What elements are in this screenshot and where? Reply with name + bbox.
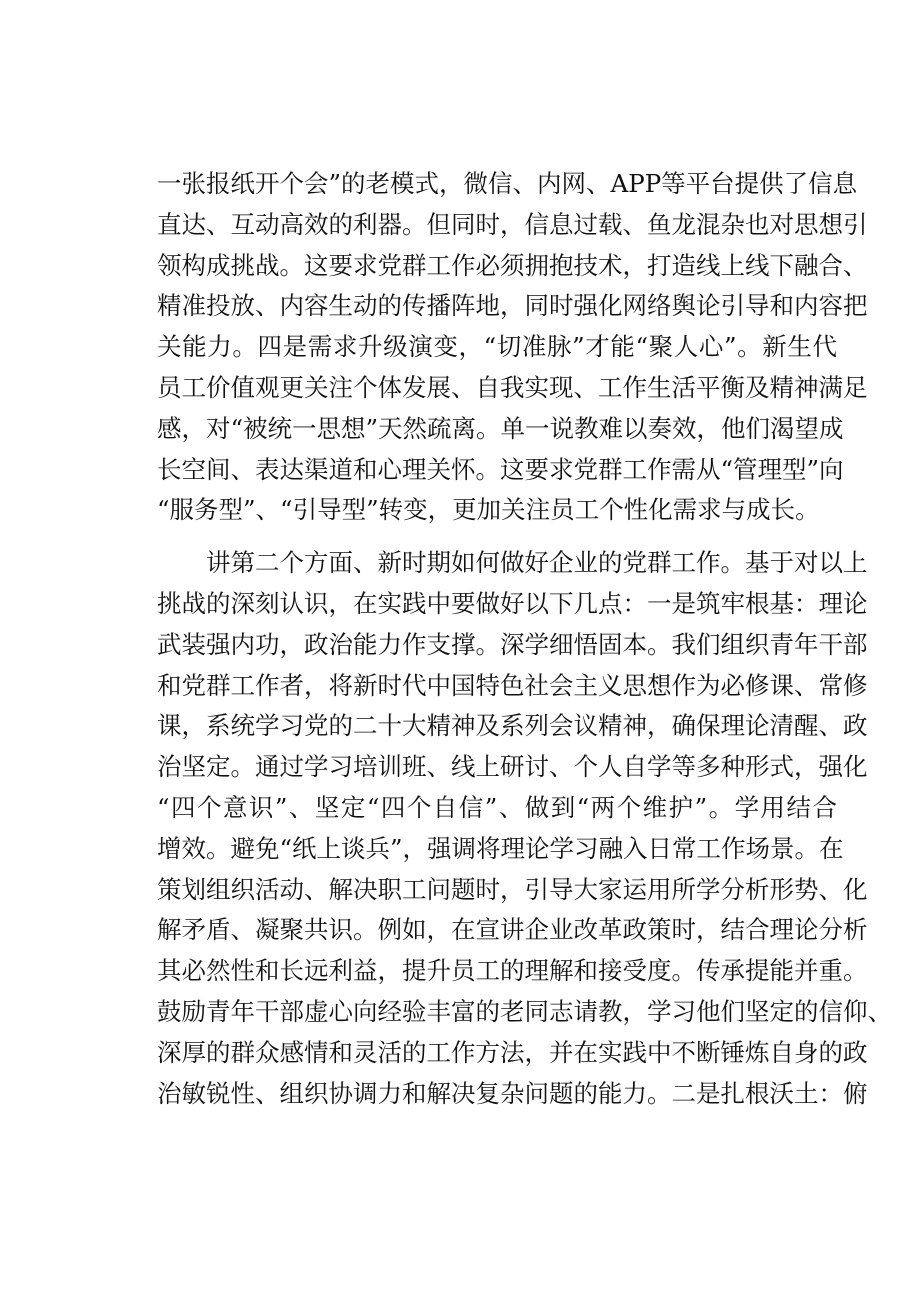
text-line: 武装强内功，政治能力作支撑。深学细悟固本。我们组织青年干部 [157,629,868,659]
text-line: 员工价值观更关注个体发展、自我实现、工作生活平衡及精神满足 [157,372,868,402]
text-line: 长空间、表达渠道和心理关怀。这要求党群工作需从“管理型”向 [157,454,844,484]
text-line: 课，系统学习党的二十大精神及系列会议精神，确保理论清醒、政 [157,711,868,741]
paragraph-1 [157,164,868,531]
text-line: 鼓励青年干部虚心向经验丰富的老同志请教，学习他们坚定的信仰、 [157,996,892,1026]
text-line: 和党群工作者，将新时代中国特色社会主义思想作为必修课、常修 [157,670,868,700]
text-line: 关能力。四是需求升级演变，“切准脉”才能“聚人心”。新生代 [157,332,837,362]
text-line: 精准投放、内容生动的传播阵地，同时强化网络舆论引导和内容把 [157,291,868,321]
text-line: 直达、互动高效的利器。但同时，信息过载、鱼龙混杂也对思想引 [157,209,868,239]
text-line: 解矛盾、凝聚共识。例如，在宣讲企业改革政策时，结合理论分析 [157,915,868,945]
text-line: 感，对“被统一思想”天然疏离。单一说教难以奏效，他们渴望成 [157,413,844,443]
text-line: 增效。避免“纸上谈兵”，强调将理论学习融入日常工作场景。在 [157,833,844,863]
text-line: 讲第二个方面、新时期如何做好企业的党群工作。基于对以上 [206,548,868,578]
text-line: 策划组织活动、解决职工问题时，引导大家运用所学分析形势、化 [157,874,868,904]
text-line: “四个意识”、坚定“四个自信”、做到“两个维护”。学用结合 [157,792,837,822]
text-line: 一张报纸开个会”的老模式，微信、内网、APP等平台提供了信息 [157,169,858,198]
text-line: 挑战的深刻认识，在实践中要做好以下几点：一是筑牢根基：理论 [157,588,868,618]
text-line: 治敏锐性、组织协调力和解决复杂问题的能力。二是扎根沃土：俯 [157,1078,868,1108]
text-line: 领构成挑战。这要求党群工作必须拥抱技术，打造线上线下融合、 [157,250,868,280]
paragraph-2 [157,543,892,1114]
text-line: 治坚定。通过学习培训班、线上研讨、个人自学等多种形式，强化 [157,752,868,782]
text-line: 深厚的群众感情和灵活的工作方法，并在实践中不断锤炼自身的政 [157,1037,868,1067]
text-line: 其必然性和长远利益，提升员工的理解和接受度。传承提能并重。 [157,956,868,986]
text-line: “服务型”、“引导型”转变，更加关注员工个性化需求与成长。 [157,495,820,525]
document-body [157,164,892,1114]
